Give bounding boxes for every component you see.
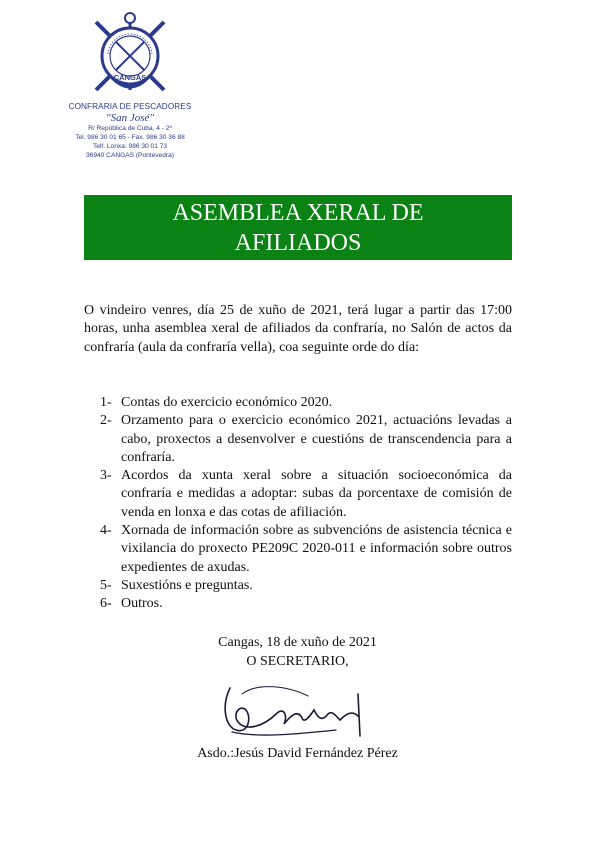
- agenda-item-number: 2-: [100, 413, 112, 429]
- title-line-2: AFILIADOS: [234, 230, 362, 256]
- closing-role: O SECRETARIO,: [246, 654, 349, 669]
- org-name: CONFRARIA DE PESCADORES: [68, 102, 192, 111]
- agenda-item-number: 3-: [100, 468, 112, 484]
- agenda-item-text: Xornada de información sobre as subvencións de asistencia técnica e vixilancia do proxecto PE209C 2020-011 e información sobre outros expedientes de axudas.: [121, 523, 512, 575]
- agenda-item-text: Orzamento para o exercicio económico 2021, actuacións levadas a cabo, proxectos a desenvolver e cuestións de transcendencia para a confraría.: [121, 413, 512, 465]
- handwritten-signature: [218, 674, 378, 744]
- logo-text: CANGAS: [113, 73, 147, 82]
- org-city: 36940 CANGAS (Pontevedra): [86, 152, 174, 159]
- letterhead: [55, 10, 205, 160]
- org-lonxa-phone: Telf. Lonxa: 986 30 01 73: [92, 143, 168, 150]
- agenda-item: [100, 467, 512, 522]
- title-banner: [84, 195, 512, 260]
- agenda-item-text: Suxestións e preguntas.: [121, 577, 253, 593]
- title-line-1: ASEMBLEA XERAL DE: [172, 200, 424, 226]
- agenda-list: [100, 394, 512, 614]
- agenda-item: [100, 522, 512, 577]
- closing-date: Cangas, 18 de xuño de 2021: [218, 635, 377, 650]
- org-phone-fax: Tel. 986 30 01 65 - Fax. 986 30 36 88: [75, 134, 185, 141]
- agenda-item: [100, 577, 512, 595]
- agenda-item-text: Acordos da xunta xeral sobre a situación socioeconómica da confraría e medidas a adoptar: subas da porcentaxe de comisión de venda en lonxa e das cotas de afiliación.: [121, 468, 512, 520]
- signatory-name: Asdo.:Jesús David Fernández Pérez: [197, 746, 398, 761]
- agenda-item-text: Outros.: [121, 596, 163, 612]
- org-patron: "San José": [105, 112, 155, 124]
- org-address: R/ República de Cuba, 4 - 2º: [88, 125, 172, 132]
- agenda-item-number: 5-: [100, 577, 112, 593]
- confraria-logo: [78, 10, 182, 98]
- agenda-item-number: 4-: [100, 523, 112, 539]
- agenda-item-number: 6-: [100, 596, 112, 612]
- agenda-item: [100, 394, 512, 412]
- agenda-item-text: Contas do exercicio económico 2020.: [121, 395, 333, 410]
- agenda-item: [100, 412, 512, 467]
- agenda-item-number: 1-: [100, 395, 112, 410]
- intro-paragraph: O vindeiro venres, día 25 de xuño de 2021, terá lugar a partir das 17:00 horas, unha asemblea xeral de afiliados da confraría, no Salón de actos da confraría (aula da confraría vella), coa seguinte orde do día:: [84, 303, 512, 355]
- agenda-item: [100, 595, 512, 613]
